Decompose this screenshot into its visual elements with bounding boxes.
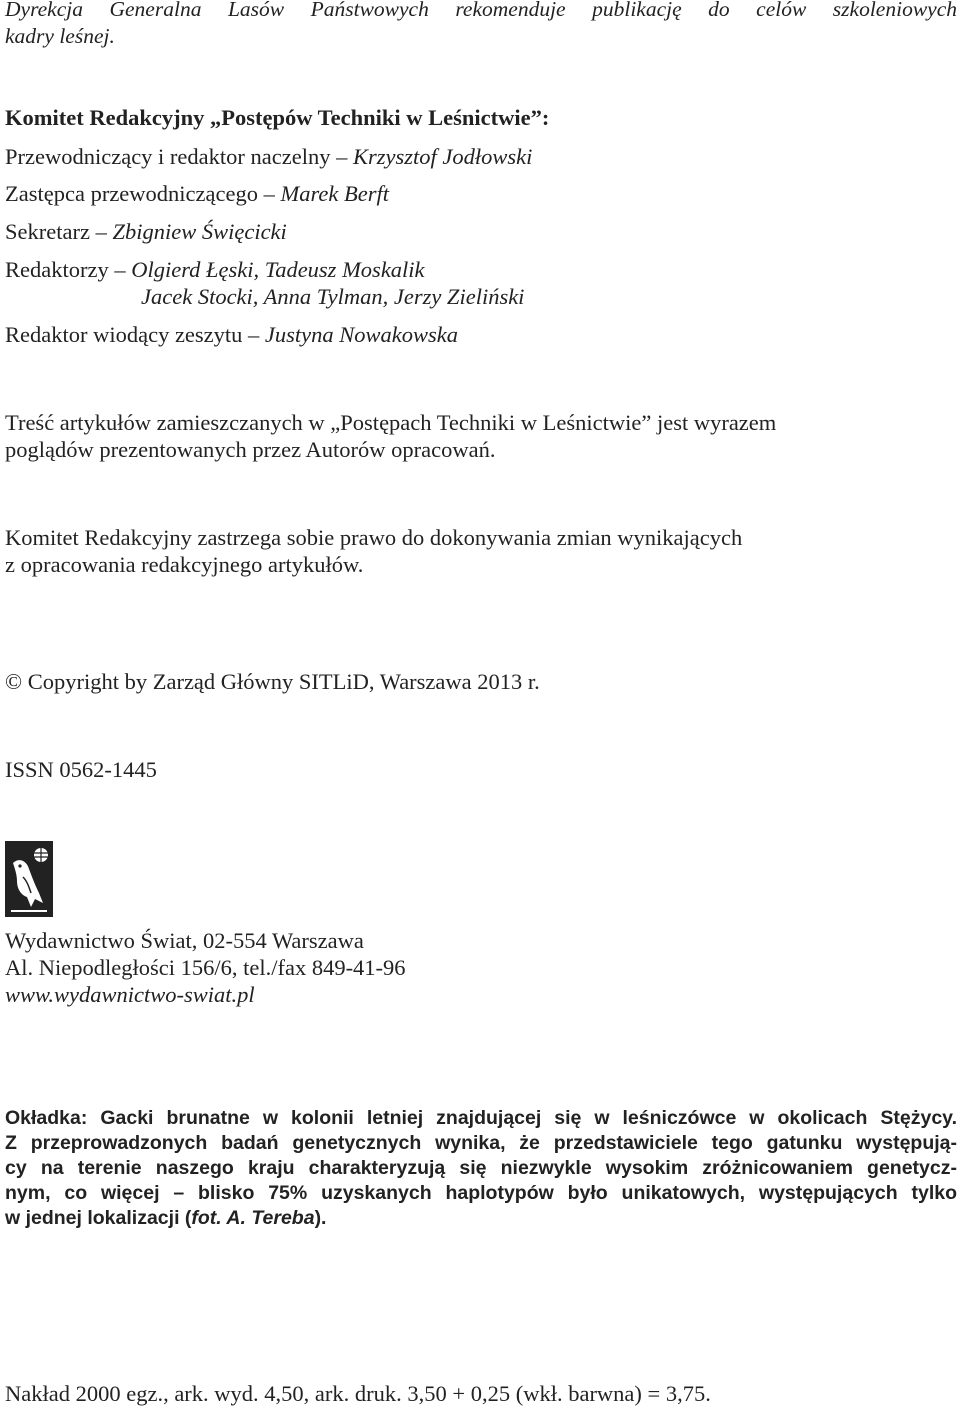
cover-note: [5, 1106, 957, 1231]
cover-note-line-5-start: w jednej lokalizacji (: [5, 1207, 192, 1229]
publisher-name-line: Wydawnictwo Świat, 02-554 Warszawa: [5, 928, 364, 953]
recommendation-note: [5, 0, 957, 50]
disclaimer-paragraph: [5, 409, 776, 463]
committee-chair-line: [5, 144, 532, 170]
disclaimer-line-1: Treść artykułów zamieszczanych w „Postępach Techniki w Leśnictwie” jest wyrazem: [5, 410, 777, 435]
lead-editor-name: Justyna Nowakowska: [264, 322, 459, 347]
cover-note-line-1: Okładka: Gacki brunatne w kolonii letniej znajdującej się w leśniczówce w okolicach Stężycy.: [5, 1107, 957, 1129]
issn-line: ISSN 0562-1445: [5, 757, 157, 782]
publisher-website: www.wydawnictwo-swiat.pl: [5, 982, 255, 1007]
copyright-line: © Copyright by Zarząd Główny SITLiD, Warszawa 2013 r.: [5, 669, 540, 694]
committee-editors-line: [5, 257, 425, 283]
secretary-name: Zbigniew Święcicki: [112, 219, 287, 244]
committee-secretary-line: [5, 219, 287, 245]
chair-role: Przewodniczący i redaktor naczelny –: [5, 144, 353, 169]
cover-note-line-5: [5, 1206, 957, 1231]
committee-heading: Komitet Redakcyjny „Postępów Techniki w Leśnictwie”:: [5, 105, 550, 130]
committee-deputy-line: [5, 181, 389, 207]
rights-line-1: Komitet Redakcyjny zastrzega sobie prawo do dokonywania zmian wynikających: [5, 525, 743, 550]
editors-role: Redaktorzy –: [5, 257, 132, 282]
cover-note-line-5-end: ).: [314, 1207, 327, 1229]
rights-line-2: z opracowania redakcyjnego artykułów.: [5, 552, 364, 577]
recommendation-line-2: kadry leśnej.: [5, 24, 115, 48]
owl-globe-logo-icon: [5, 841, 53, 917]
editors-names-1: Olgierd Łęski, Tadeusz Moskalik: [131, 257, 425, 282]
publisher-block: [5, 927, 406, 1008]
secretary-role: Sekretarz –: [5, 219, 113, 244]
cover-note-line-3: cy na terenie naszego kraju charakteryzują się niezwykle wysokim zróżnicowaniem genetycz-: [5, 1157, 957, 1179]
photo-credit: fot. A. Tereba: [191, 1207, 315, 1229]
publisher-address-line: Al. Niepodległości 156/6, tel./fax 849-41-96: [5, 955, 406, 980]
editors-names-2: Jacek Stocki, Anna Tylman, Jerzy Zieliński: [141, 284, 525, 309]
print-run-line: Nakład 2000 egz., ark. wyd. 4,50, ark. druk. 3,50 + 0,25 (wkł. barwna) = 3,75.: [5, 1381, 711, 1406]
rights-paragraph: [5, 524, 742, 578]
cover-note-line-2: Z przeprowadzonych badań genetycznych wynika, że przedstawiciele tego gatunku występują-: [5, 1132, 957, 1154]
deputy-role: Zastępca przewodniczącego –: [5, 181, 281, 206]
lead-editor-role: Redaktor wiodący zeszytu –: [5, 322, 265, 347]
cover-note-line-4: nym, co więcej – blisko 75% uzyskanych haplotypów było unikatowych, występujących tylko: [5, 1182, 957, 1204]
committee-lead-editor-line: [5, 322, 458, 348]
deputy-name: Marek Berft: [280, 181, 389, 206]
recommendation-line-1: Dyrekcja Generalna Lasów Państwowych rekomenduje publikację do celów szkoleniowych: [5, 0, 957, 21]
chair-name: Krzysztof Jodłowski: [352, 144, 533, 169]
disclaimer-line-2: poglądów prezentowanych przez Autorów opracowań.: [5, 437, 496, 462]
